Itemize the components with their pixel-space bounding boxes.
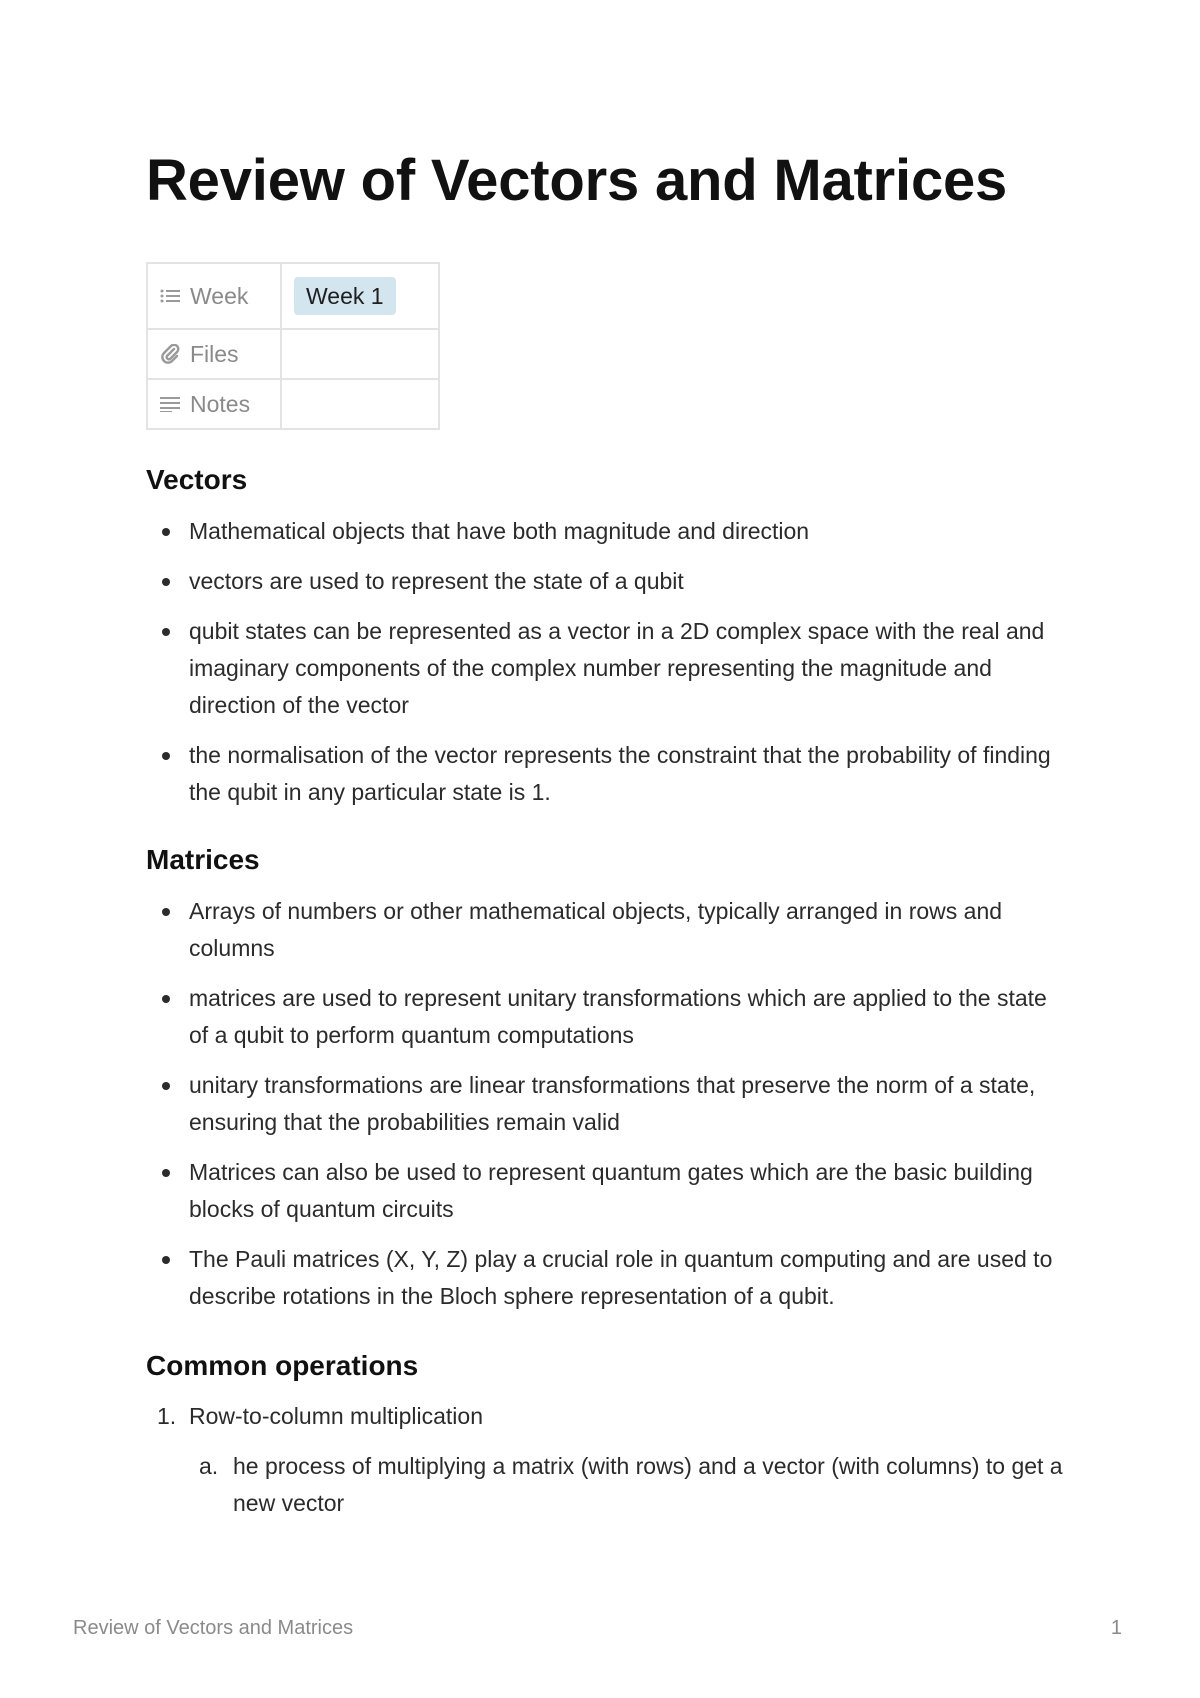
sub-list-marker: a. bbox=[199, 1453, 219, 1479]
property-label-week: Week bbox=[190, 282, 249, 309]
property-value-files[interactable] bbox=[281, 329, 439, 379]
property-value-notes[interactable] bbox=[281, 379, 439, 429]
property-label-files: Files bbox=[190, 340, 239, 367]
property-row-files bbox=[147, 329, 439, 379]
text-lines-icon bbox=[160, 396, 180, 412]
paperclip-icon bbox=[160, 344, 180, 364]
section-heading-operations: Common operations bbox=[146, 1350, 419, 1381]
list-item bbox=[146, 1398, 1066, 1522]
week-tag[interactable]: Week 1 bbox=[294, 277, 396, 315]
list-marker: 1. bbox=[157, 1403, 177, 1429]
section-heading-matrices: Matrices bbox=[146, 844, 260, 875]
property-value-week[interactable] bbox=[281, 263, 439, 329]
list-item: qubit states can be represented as a vector in a 2D complex space with the real and imaginary components of the complex number representing the magnitude and direction of the vector bbox=[146, 613, 1066, 724]
operations-sublist bbox=[189, 1448, 1066, 1522]
list-item: vectors are used to represent the state of a qubit bbox=[146, 563, 1066, 600]
operations-list bbox=[146, 1398, 1066, 1535]
properties-table bbox=[146, 262, 440, 430]
list-item: Mathematical objects that have both magnitude and direction bbox=[146, 513, 1066, 550]
property-key-files bbox=[147, 329, 281, 379]
sub-list-item bbox=[189, 1448, 1066, 1522]
list-item: Matrices can also be used to represent quantum gates which are the basic building blocks of quantum circuits bbox=[146, 1154, 1066, 1228]
property-key-notes bbox=[147, 379, 281, 429]
list-icon bbox=[160, 288, 180, 304]
property-row-week bbox=[147, 263, 439, 329]
sub-list-item-text: he process of multiplying a matrix (with rows) and a vector (with columns) to get a new vector bbox=[233, 1453, 1063, 1516]
property-row-notes bbox=[147, 379, 439, 429]
property-key-week bbox=[147, 263, 281, 329]
list-item: The Pauli matrices (X, Y, Z) play a crucial role in quantum computing and are used to describe rotations in the Bloch sphere representation of a qubit. bbox=[146, 1241, 1066, 1315]
property-label-notes: Notes bbox=[190, 390, 251, 417]
page-title: Review of Vectors and Matrices bbox=[146, 148, 1008, 213]
list-item-text: Row-to-column multiplication bbox=[189, 1403, 483, 1429]
page-number: 1 bbox=[1110, 1617, 1122, 1639]
section-heading-vectors: Vectors bbox=[146, 464, 248, 495]
footer-title: Review of Vectors and Matrices bbox=[73, 1617, 354, 1639]
list-item: the normalisation of the vector represents the constraint that the probability of finding the qubit in any particular state is 1. bbox=[146, 737, 1066, 811]
matrices-list bbox=[146, 893, 1066, 1328]
vectors-list bbox=[146, 513, 1066, 824]
list-item: unitary transformations are linear transformations that preserve the norm of a state, ensuring that the probabilities remain valid bbox=[146, 1067, 1066, 1141]
list-item: Arrays of numbers or other mathematical objects, typically arranged in rows and columns bbox=[146, 893, 1066, 967]
list-item: matrices are used to represent unitary transformations which are applied to the state of a qubit to perform quantum computations bbox=[146, 980, 1066, 1054]
